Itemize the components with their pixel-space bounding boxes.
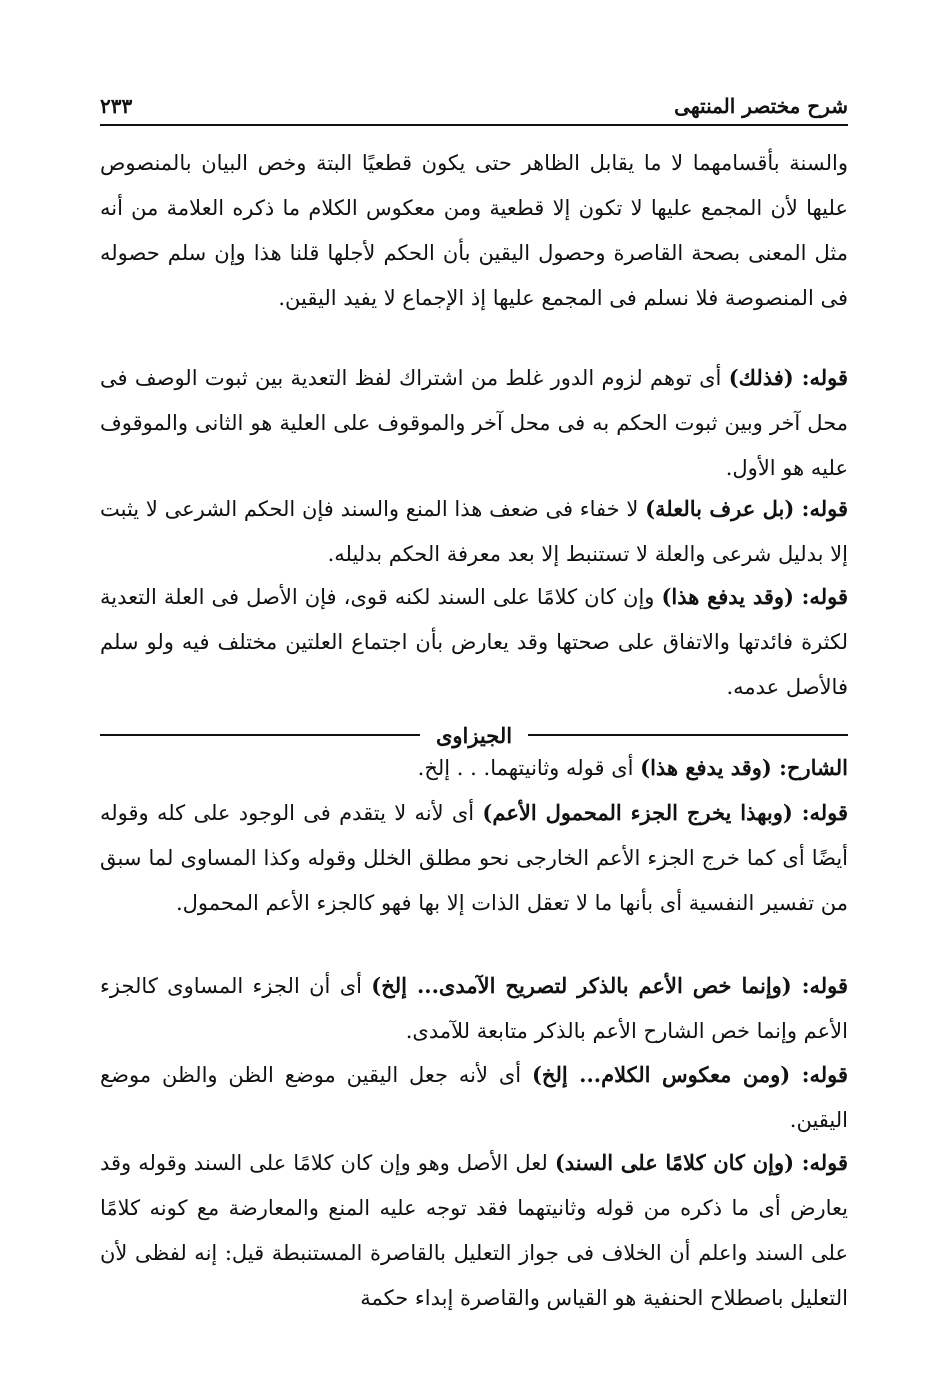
paragraph-bottom-5 (100, 1140, 848, 1321)
page-number: ٢٣٣ (100, 94, 133, 118)
page-header (100, 84, 848, 118)
paragraph-top-2 (100, 355, 848, 491)
paragraph-top-3 (100, 486, 848, 577)
paragraph-text: أى لأنه جعل اليقين موضع الظن والظن موضع اليقين. (100, 1063, 848, 1132)
header-rule (100, 124, 848, 126)
running-title: شرح مختصر المنتهى (674, 94, 848, 118)
paragraph-bottom-4 (100, 1052, 848, 1143)
divider-line-left (100, 734, 420, 736)
paragraph-lead: قوله: (وبهذا يخرج الجزء المحمول الأعم) (482, 800, 848, 825)
paragraph-text: وإن كان كلامًا على السند لكنه قوى، فإن الأصل فى العلة التعدية لكثرة فائدتها والاتفاق على صحتها وقد يعارض بأن اجتماع العلتين مختلف فيه ولو سلم فالأصل عدمه. (100, 585, 848, 699)
paragraph-lead: الشارح: (وقد يدفع هذا) (640, 755, 848, 780)
paragraph-lead: قوله: (ومن معكوس الكلام... إلخ) (531, 1062, 848, 1087)
paragraph-bottom-3 (100, 963, 848, 1054)
paragraph-top-4 (100, 574, 848, 710)
section-title: الجيزاوى (435, 722, 513, 748)
paragraph-text: أى توهم لزوم الدور غلط من اشتراك لفظ التعدية بين ثبوت الوصف فى محل آخر وبين ثبوت الحكم به فى محل آخر والموقوف على العلية هو الثانى والموقوف عليه هو الأول. (100, 366, 848, 480)
paragraph-text: أى قوله وثانيتهما. . . إلخ. (417, 756, 641, 780)
paragraph-text: أى أن الجزء المساوى كالجزء الأعم وإنما خص الشارح الأعم بالذكر متابعة للآمدى. (100, 974, 848, 1043)
paragraph-text: لعل الأصل وهو وإن كان كلامًا على السند وقوله وقد يعارض أى ما ذكره من قوله وثانيتهما فقد توجه عليه المنع والمعارضة مع كونه كلامًا على السند واعلم أن الخلاف فى جواز التعليل بالقاصرة المستنبطة قيل: إنه لفظى لأن التعليل باصطلاح الحنفية هو القياس والقاصرة إبداء حكمة (100, 1151, 848, 1310)
paragraph-text: أى لأنه لا يتقدم فى الوجود على كله وقوله أيضًا أى كما خرج الجزء الأعم الخارجى نحو مطلق الخلل وقوله وكذا المساوى لما سبق من تفسير النفسية أى بأنها ما لا تعقل الذات إلا بها فهو كالجزء الأعم المحمول. (100, 801, 848, 915)
paragraph-lead: قوله: (وإنما خص الأعم بالذكر لتصريح الآمدى... إلخ) (371, 973, 848, 998)
paragraph-bottom-2 (100, 790, 848, 926)
paragraph-lead: قوله: (بل عرف بالعلة) (645, 496, 848, 521)
paragraph-lead: قوله: (وإن كان كلامًا على السند) (554, 1150, 848, 1175)
paragraph-text: والسنة بأقسامهما لا ما يقابل الظاهر حتى يكون قطعيًا البتة وخص البيان بالمنصوص عليها لأن المجمع عليها لا تكون إلا قطعية ومن معكوس الكلام ما ذكره العلامة من أنه مثل المعنى بصحة القاصرة وحصول اليقين بأن الحكم لأجلها قلنا هذا وإن سلم حصوله فى المنصوصة فلا نسلم فى المجمع عليها إذ الإجماع لا يفيد اليقين. (100, 151, 848, 310)
paragraph-lead: قوله: (فذلك) (728, 365, 848, 390)
paragraph-top-1 (100, 140, 848, 321)
divider-line-right (528, 734, 848, 736)
paragraph-lead: قوله: (وقد يدفع هذا) (661, 584, 848, 609)
paragraph-bottom-1 (100, 745, 848, 791)
paragraph-text: لا خفاء فى ضعف هذا المنع والسند فإن الحكم الشرعى لا يثبت إلا بدليل شرعى والعلة لا تستنبط إلا بعد معرفة الحكم بدليله. (100, 497, 848, 566)
